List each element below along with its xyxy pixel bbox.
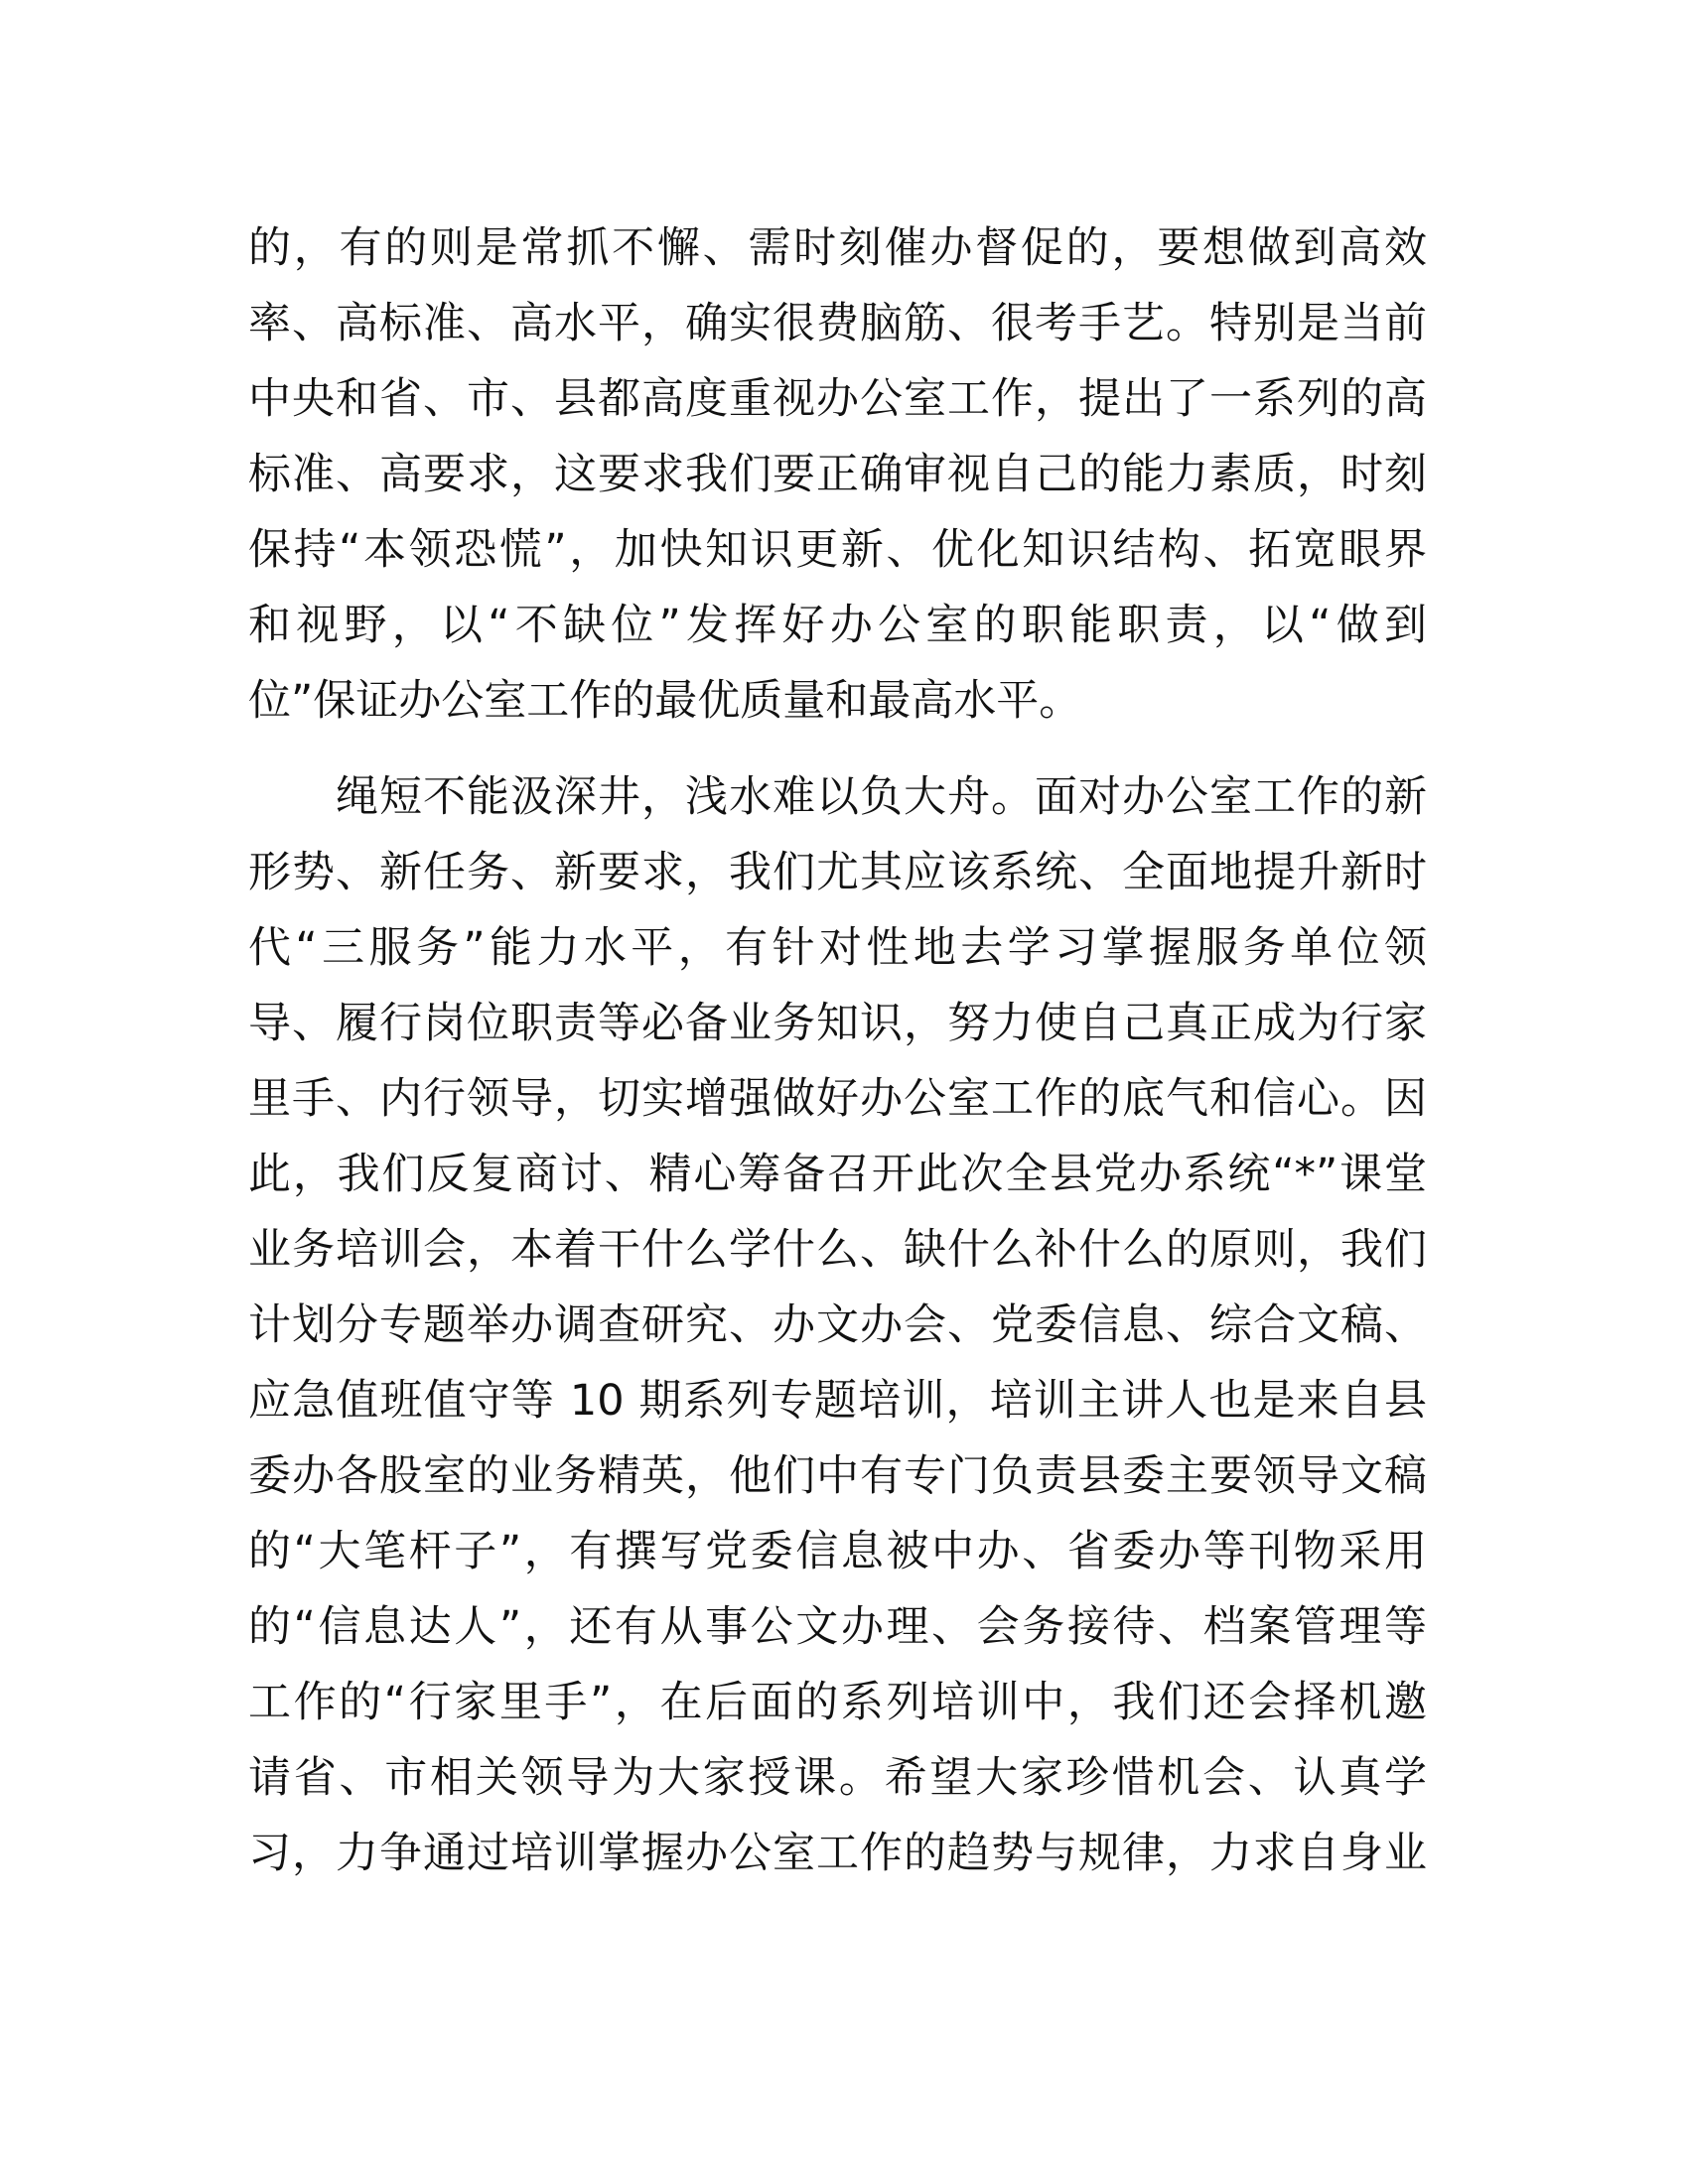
text-line: 习，力争通过培训掌握办公室工作的趋势与规律，力求自身业 <box>248 1829 1427 1878</box>
text-line: 里手、内行领导，切实增强做好办公室工作的底气和信心。因 <box>248 1074 1427 1124</box>
document-page <box>248 210 1427 1912</box>
text-line: 的“大笔杆子”，有撰写党委信息被中办、省委办等刊物采用 <box>248 1527 1427 1576</box>
text-line: 保持“本领恐慌”，加快知识更新、优化知识结构、拓宽眼界 <box>248 525 1427 575</box>
paragraph-1 <box>248 210 1427 739</box>
text-line: 的“信息达人”，还有从事公文办理、会务接待、档案管理等 <box>248 1602 1427 1652</box>
text-line: 绳短不能汲深井，浅水难以负大舟。面对办公室工作的新 <box>336 772 1427 822</box>
text-line: 的，有的则是常抓不懈、需时刻催办督促的，要想做到高效 <box>248 223 1427 273</box>
text-line: 位”保证办公室工作的最优质量和最高水平。 <box>248 676 1082 726</box>
text-line: 和视野，以“不缺位”发挥好办公室的职能职责，以“做到 <box>248 601 1427 650</box>
text-line: 计划分专题举办调查研究、办文办会、党委信息、综合文稿、 <box>248 1300 1427 1350</box>
text-line: 导、履行岗位职责等必备业务知识，努力使自己真正成为行家 <box>248 999 1427 1048</box>
text-line: 中央和省、市、县都高度重视办公室工作，提出了一系列的高 <box>248 374 1427 424</box>
text-line: 此，我们反复商讨、精心筹备召开此次全县党办系统“*”课堂 <box>248 1150 1427 1199</box>
text-line: 形势、新任务、新要求，我们尤其应该系统、全面地提升新时 <box>248 848 1427 897</box>
text-line: 业务培训会，本着干什么学什么、缺什么补什么的原则，我们 <box>248 1225 1427 1275</box>
paragraph-2 <box>248 759 1427 1891</box>
text-line: 请省、市相关领导为大家授课。希望大家珍惜机会、认真学 <box>248 1753 1427 1803</box>
text-line: 应急值班值守等 10 期系列专题培训，培训主讲人也是来自县 <box>248 1376 1427 1426</box>
text-line: 标准、高要求，这要求我们要正确审视自己的能力素质，时刻 <box>248 450 1427 499</box>
text-line: 工作的“行家里手”，在后面的系列培训中，我们还会择机邀 <box>248 1678 1427 1727</box>
text-line: 率、高标准、高水平，确实很费脑筋、很考手艺。特别是当前 <box>248 299 1427 348</box>
text-line: 代“三服务”能力水平，有针对性地去学习掌握服务单位领 <box>248 923 1427 973</box>
text-line: 委办各股室的业务精英，他们中有专门负责县委主要领导文稿 <box>248 1451 1427 1501</box>
